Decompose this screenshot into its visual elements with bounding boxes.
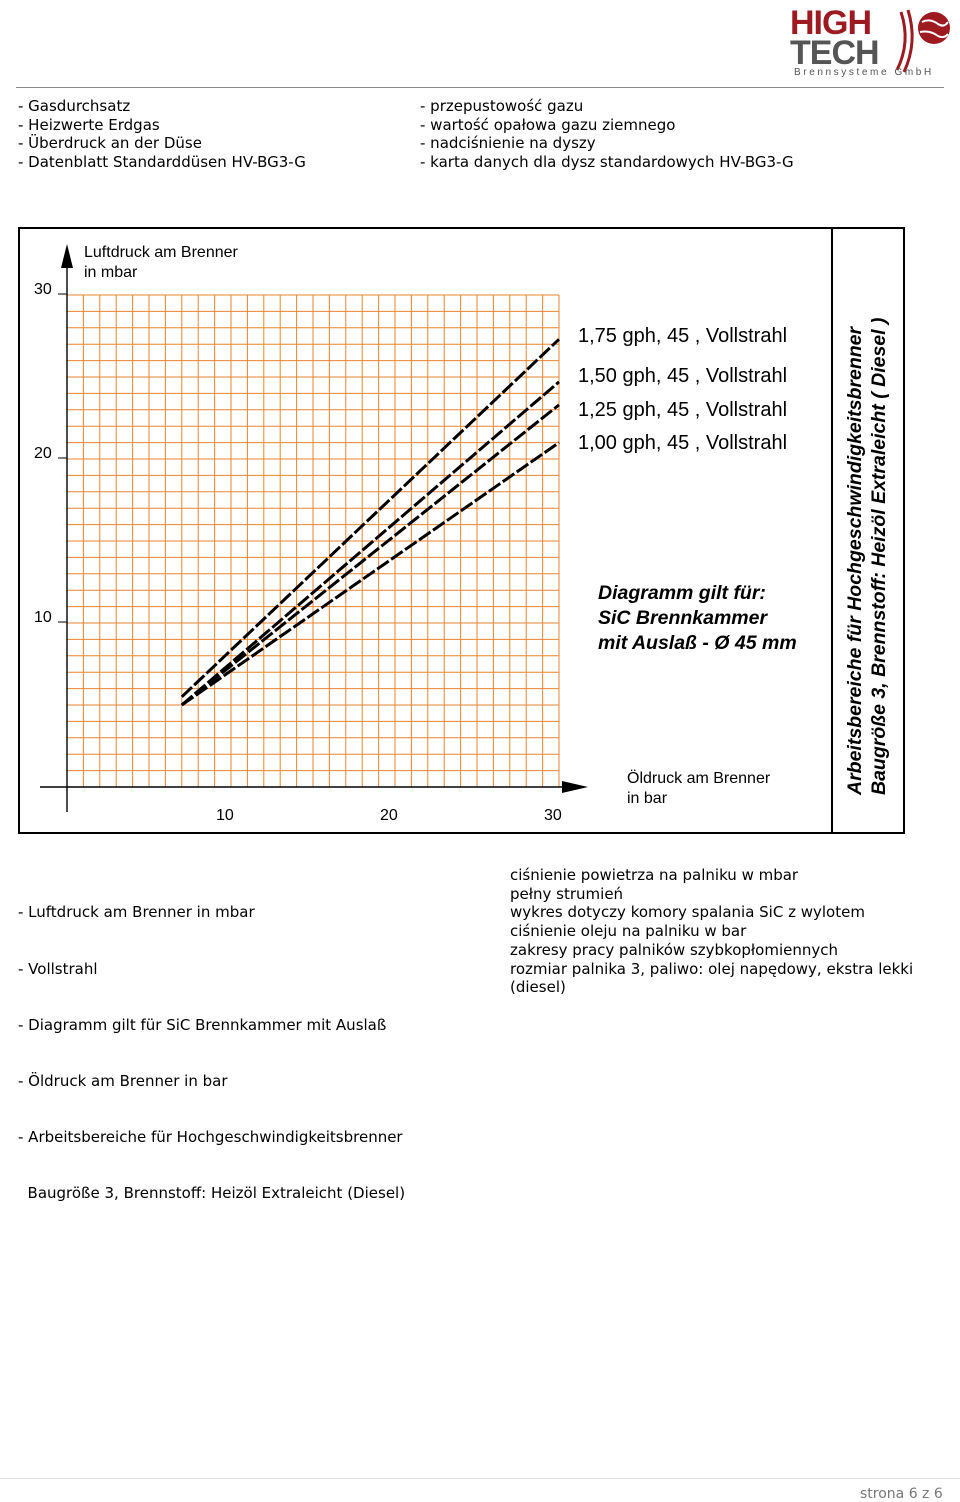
- note-de-line: - Arbeitsbereiche für Hochgeschwindigkeitsbrenner: [18, 1127, 403, 1146]
- footer-divider: [0, 1478, 960, 1479]
- side-caption-line2: Baugröße 3, Brennstoff: Heizöl Extraleicht ( Diesel ): [868, 317, 890, 795]
- diagram-note-line2: SiC Brennkammer: [598, 607, 768, 629]
- x-axis-arrow-icon: [562, 781, 588, 793]
- page-number: strona 6 z 6: [860, 1486, 943, 1502]
- logo-text-tech: TECH: [790, 34, 879, 72]
- chart-axes: [40, 244, 588, 812]
- notes-polish: [510, 866, 913, 997]
- note-pl-line: wykres dotyczy komory spalania SiC z wylotem: [510, 903, 865, 922]
- notes-german: [18, 866, 405, 1221]
- x-tick-label: 30: [544, 807, 562, 824]
- header-de-line: - Gasdurchsatz: [18, 97, 131, 115]
- logo-text-high: HIGH: [790, 4, 871, 42]
- series-label: 1,50 gph, 45 , Vollstrahl: [578, 365, 788, 387]
- series-line-2: [182, 382, 559, 705]
- note-de-line: Baugröße 3, Brennstoff: Heizöl Extraleicht (Diesel): [18, 1183, 406, 1202]
- note-pl-line: rozmiar palnika 3, paliwo: olej napędowy, ekstra lekki: [510, 959, 914, 978]
- y-axis-title-line1: Luftdruck am Brenner: [84, 244, 238, 261]
- diagram-note-line3: mit Auslaß - Ø 45 mm: [598, 632, 797, 654]
- y-tick-label: 10: [34, 609, 52, 626]
- chart-grid: [67, 295, 559, 787]
- x-axis-title-line2: in bar: [627, 790, 668, 807]
- series-label: 1,75 gph, 45 , Vollstrahl: [578, 325, 788, 347]
- header-pl-line: - nadciśnienie na dyszy: [420, 134, 596, 152]
- note-pl-line: (diesel): [510, 978, 566, 997]
- header-pl-line: - karta danych dla dysz standardowych HV-BG3-G: [420, 152, 794, 171]
- note-pl-line: pełny strumień: [510, 884, 624, 903]
- note-pl-line: ciśnienie oleju na palniku w bar: [510, 922, 747, 941]
- logo-subtitle: Brennsysteme GmbH: [794, 67, 934, 78]
- series-line-3: [182, 405, 559, 705]
- note-pl-line: zakresy pracy palników szybkopłomiennych: [510, 940, 839, 959]
- x-tick-label: 10: [216, 807, 234, 824]
- side-divider: [831, 229, 833, 832]
- x-tick-label: 20: [380, 807, 398, 824]
- series-label: 1,25 gph, 45 , Vollstrahl: [578, 399, 788, 421]
- note-de-line: - Diagramm gilt für SiC Brennkammer mit Auslaß: [18, 1015, 387, 1034]
- note-de-line: - Öldruck am Brenner in bar: [18, 1071, 228, 1090]
- header-de-line: - Heizwerte Erdgas: [18, 115, 160, 134]
- y-axis-title-line2: in mbar: [84, 264, 138, 281]
- diagram-note-line1: Diagramm gilt für:: [598, 582, 766, 604]
- y-tick-label: 30: [34, 281, 52, 298]
- header-de-line: - Datenblatt Standarddüsen HV-BG3-G: [18, 152, 306, 171]
- series-label: 1,00 gph, 45 , Vollstrahl: [578, 432, 788, 454]
- note-pl-line: ciśnienie powietrza na palniku w mbar: [510, 866, 799, 884]
- y-tick-label: 20: [34, 445, 52, 462]
- header-pl-line: - wartość opałowa gazu ziemnego: [420, 115, 676, 134]
- x-axis-title-line1: Öldruck am Brenner: [627, 770, 771, 787]
- side-caption-line1: Arbeitsbereiche für Hochgeschwindigkeitsbrenner: [844, 326, 866, 795]
- note-de-line: - Vollstrahl: [18, 959, 98, 978]
- note-de-line: - Luftdruck am Brenner in mbar: [18, 903, 255, 922]
- header-pl-line: - przepustowość gazu: [420, 97, 584, 115]
- y-axis-arrow-icon: [61, 244, 73, 268]
- header-de-line: - Überdruck an der Düse: [18, 134, 202, 152]
- chart-series: [182, 339, 559, 705]
